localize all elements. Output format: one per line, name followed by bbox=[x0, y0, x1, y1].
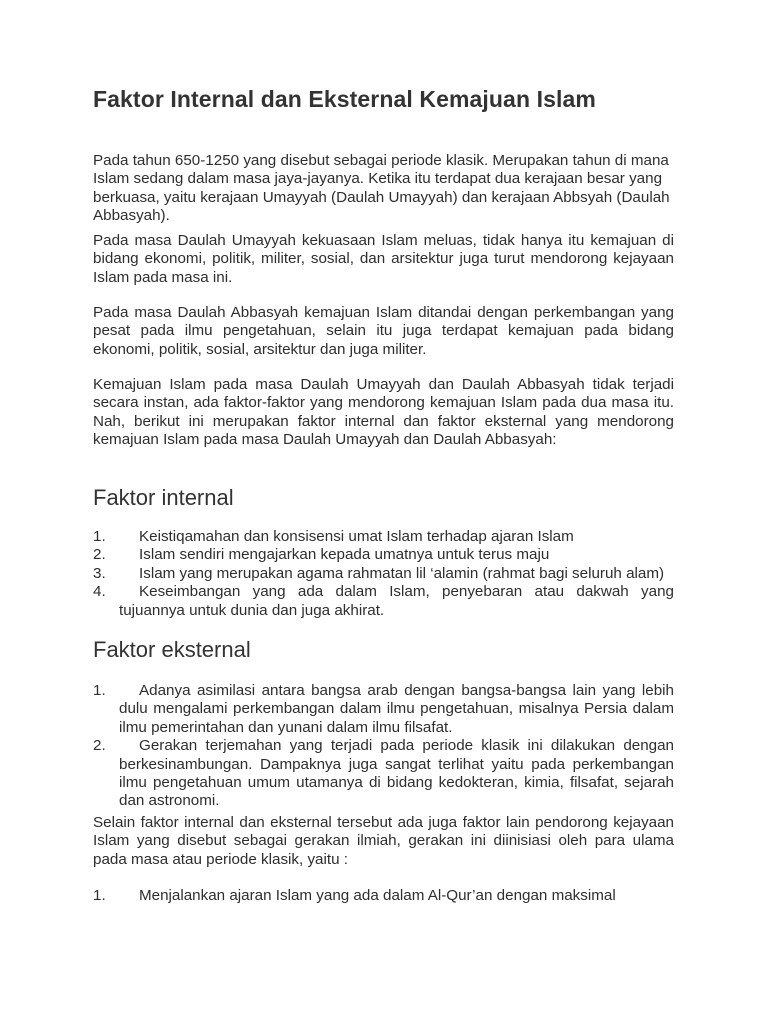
list-item-text: Islam sendiri mengajarkan kepada umatnya untuk terus maju bbox=[139, 546, 550, 564]
document-title: Faktor Internal dan Eksternal Kemajuan Islam bbox=[93, 86, 596, 112]
factors-intro-paragraph: Kemajuan Islam pada masa Daulah Umayyah dan Daulah Abbasyah tidak terjadi secara instan, ada faktor-faktor yang mendorong kemajuan Islam pada dua masa itu. Nah, berikut ini merupakan faktor internal dan faktor eksternal yang mendorong kemajuan Islam pada masa Daulah Umayyah dan Daulah Abbasyah: bbox=[93, 376, 674, 449]
external-factors-list bbox=[93, 682, 674, 811]
umayyah-paragraph: Pada masa Daulah Umayyah kekuasaan Islam meluas, tidak hanya itu kemajuan di bidang ekonomi, politik, militer, sosial, dan arsitektur juga turut mendorong kejayaan Islam pada masa ini. bbox=[93, 232, 674, 286]
list-item bbox=[93, 528, 674, 546]
list-item bbox=[93, 682, 674, 737]
scientific-movement-list bbox=[93, 887, 674, 905]
list-item-number: 1. bbox=[93, 682, 106, 699]
abbasyah-paragraph: Pada masa Daulah Abbasyah kemajuan Islam ditandai dengan perkembangan yang pesat pada ilmu pengetahuan, selain itu juga terdapat kemajuan pada bidang ekonomi, politik, sosial, arsitektur dan juga militer. bbox=[93, 304, 674, 358]
list-item-text: Keistiqamahan dan konsisensi umat Islam terhadap ajaran Islam bbox=[139, 528, 574, 545]
list-item bbox=[93, 583, 674, 620]
list-item bbox=[93, 546, 674, 564]
list-item-number: 2. bbox=[93, 546, 106, 564]
list-item-number: 2. bbox=[93, 737, 106, 755]
list-item-number: 1. bbox=[93, 528, 106, 545]
list-item-number: 3. bbox=[93, 564, 106, 582]
internal-factors-list bbox=[93, 528, 674, 620]
list-item bbox=[93, 887, 674, 905]
list-item bbox=[93, 565, 674, 583]
closing-paragraph: Selain faktor internal dan eksternal tersebut ada juga faktor lain pendorong kejayaan Islam yang disebut sebagai gerakan ilmiah, gerakan ini diinisiasi oleh para ulama pada masa atau periode klasik, yaitu : bbox=[93, 814, 674, 868]
list-item-text: Adanya asimilasi antara bangsa arab dengan bangsa-bangsa lain yang lebih dulu mengalami perkembangan dalam ilmu pengetahuan, misalnya Persia dalam ilmu pemerintahan dan yunani dalam ilmu filsafat. bbox=[119, 682, 674, 736]
intro-paragraph: Pada tahun 650-1250 yang disebut sebagai periode klasik. Merupakan tahun di mana Islam sedang dalam masa jaya-jayanya. Ketika itu terdapat dua kerajaan besar yang berkuasa, yaitu kerajaan Umayyah (Daulah Umayyah) dan kerajaan Abbsyah (Daulah Abbasyah). bbox=[93, 152, 670, 225]
list-item-text: Menjalankan ajaran Islam yang ada dalam Al-Qur’an dengan maksimal bbox=[139, 887, 616, 904]
list-item-text: Islam yang merupakan agama rahmatan lil ‘alamin (rahmat bagi seluruh alam) bbox=[139, 564, 665, 582]
internal-factors-heading: Faktor internal bbox=[93, 485, 234, 510]
list-item-text: Gerakan terjemahan yang terjadi pada periode klasik ini dilakukan dengan berkesinambungan. Dampaknya juga sangat terlihat yaitu pada perkembangan ilmu pengetahuan umum utamanya di bidang kedokteran, kimia, filsafat, sejarah dan astronomi. bbox=[119, 737, 674, 810]
list-item-number: 4. bbox=[93, 583, 106, 601]
list-item-number: 1. bbox=[93, 887, 106, 904]
external-factors-heading: Faktor eksternal bbox=[93, 637, 251, 662]
list-item bbox=[93, 737, 674, 811]
list-item-text: Keseimbangan yang ada dalam Islam, penyebaran atau dakwah yang tujuannya untuk dunia dan juga akhirat. bbox=[119, 583, 674, 619]
